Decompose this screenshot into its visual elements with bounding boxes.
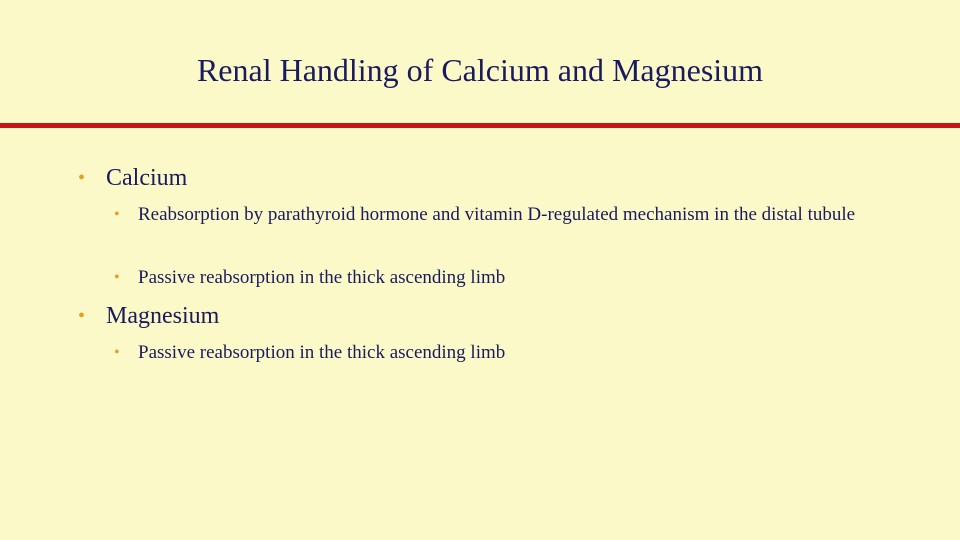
slide-title: Renal Handling of Calcium and Magnesium: [196, 52, 764, 88]
sub-bullet: [114, 263, 894, 292]
bullet-dot-icon: •: [114, 269, 120, 286]
sub-bullet: [114, 338, 894, 367]
sub-bullet-text: Reabsorption by parathyroid hormone and vitamin D-regulated mechanism in the distal tubule: [138, 204, 856, 225]
bullet-dot-icon: •: [114, 344, 120, 361]
sub-bullet-text: Passive reabsorption in the thick ascending limb: [138, 342, 506, 363]
bullet-heading: Magnesium: [106, 303, 220, 329]
bullet-dot-icon: •: [78, 167, 86, 189]
sub-bullet: [114, 200, 894, 229]
bullet-dot-icon: •: [114, 206, 120, 223]
sub-bullet-text: Passive reabsorption in the thick ascending limb: [138, 267, 506, 288]
bullet-heading: Calcium: [106, 165, 188, 191]
bullet-dot-icon: •: [78, 305, 86, 327]
